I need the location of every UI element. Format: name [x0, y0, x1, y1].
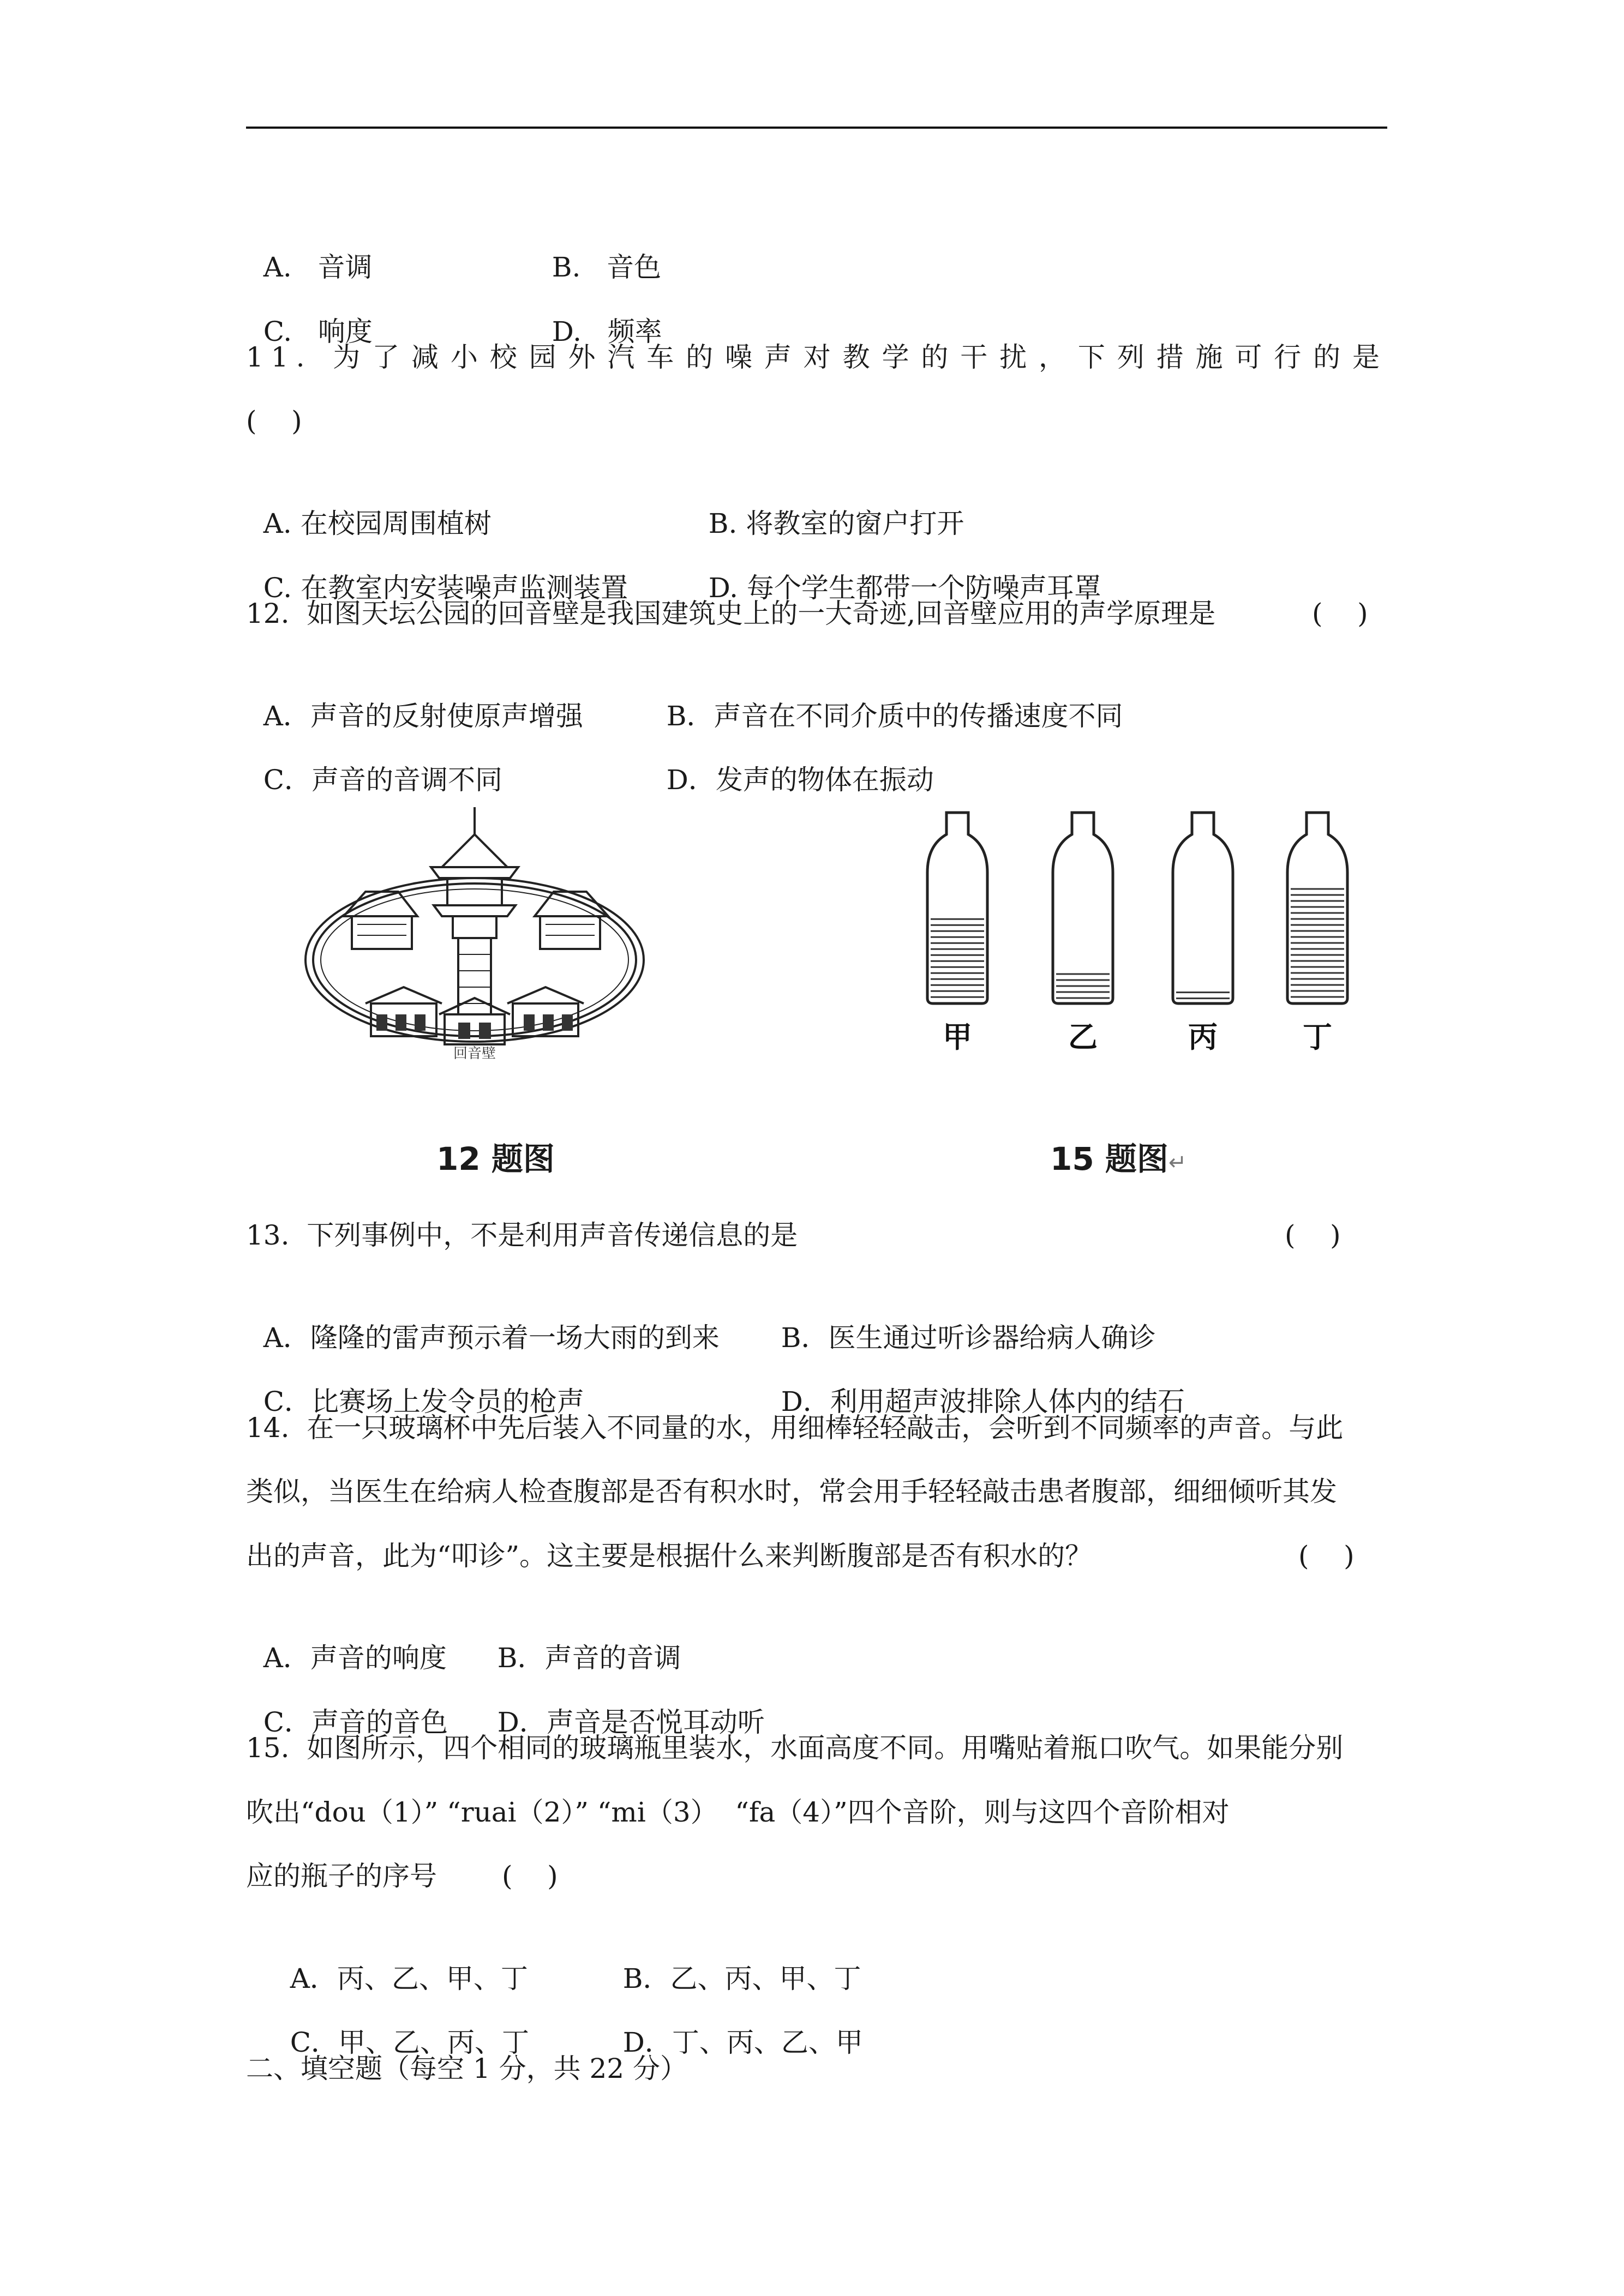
bottle-label-3: 丙: [1188, 1020, 1218, 1054]
q15-stem-line-1: 15. 如图所示，四个相同的玻璃瓶里装水，水面高度不同。用嘴贴着瓶口吹气。如果能分别: [246, 1732, 1344, 1764]
echo-wall-label: 回音壁: [453, 1045, 496, 1062]
section-2-title: 二、填空题（每空 1 分，共 22 分）: [246, 2053, 688, 2084]
bottles-figure: [895, 807, 1375, 1063]
q12-option-d[interactable]: D．发声的物体在振动: [666, 764, 934, 796]
q15-option-b[interactable]: B．乙、丙、甲、丁: [622, 1963, 861, 1994]
q11-option-a[interactable]: A. 在校园周围植树: [263, 508, 492, 539]
bottle-1: [927, 813, 987, 1054]
q14-stem-line-1: 14. 在一只玻璃杯中先后装入不同量的水，用细棒轻轻敲击，会听到不同频率的声音。与此: [246, 1412, 1344, 1444]
q13-option-a[interactable]: A．隆隆的雷声预示着一场大雨的到来: [263, 1322, 720, 1354]
q13-stem: 13. 下列事例中，不是利用声音传递信息的是: [246, 1219, 798, 1251]
q15-answer-paren[interactable]: ( ): [502, 1860, 558, 1892]
bottle-label-2: 乙: [1068, 1020, 1098, 1054]
q14-option-a[interactable]: A．声音的响度: [263, 1642, 447, 1674]
q11-option-d[interactable]: D. 每个学生都带一个防噪声耳罩: [708, 572, 1101, 604]
q15-stem-line-2: 吹出“dou（1）” “ruai（2）” “mi（3） “fa（4）”四个音阶，则与这四个音阶相对: [246, 1796, 1230, 1828]
bottle-4: [1287, 813, 1347, 1054]
q14-option-d[interactable]: D．声音是否悦耳动听: [497, 1706, 765, 1738]
q14-option-b[interactable]: B．声音的音调: [497, 1642, 681, 1674]
echo-wall-figure: [295, 796, 666, 1080]
bottle-label-1: 甲: [943, 1020, 972, 1054]
q12-option-a[interactable]: A．声音的反射使原声增强: [263, 700, 583, 732]
fig15-caption: 15 题图↵: [1050, 1140, 1187, 1177]
q15-option-d[interactable]: D．丁、丙、乙、甲: [622, 2027, 863, 2058]
q10-option-d[interactable]: D. 频率: [552, 316, 662, 347]
bottle-3: [1173, 813, 1233, 1054]
return-mark-icon: ↵: [1168, 1150, 1187, 1175]
q13-option-b[interactable]: B．医生通过听诊器给病人确诊: [781, 1322, 1156, 1354]
fig12-caption: 12 题图: [436, 1140, 555, 1177]
bottle-2: [1053, 813, 1113, 1054]
q14-stem-line-3: 出的声音，此为“叩诊”。这主要是根据什么来判断腹部是否有积水的？: [246, 1540, 1093, 1572]
q14-answer-paren[interactable]: ( ): [1298, 1540, 1355, 1572]
q11-stem: 11. 为了减小校园外汽车的噪声对教学的干扰，下列措施可行的是: [246, 341, 1387, 373]
q10-option-a[interactable]: A. 音调: [263, 251, 373, 283]
q12-option-c[interactable]: C．声音的音调不同: [263, 764, 503, 796]
q11-option-b[interactable]: B. 将教室的窗户打开: [708, 508, 964, 539]
header-rule: [246, 127, 1387, 129]
q10-option-c[interactable]: C. 响度: [263, 316, 373, 347]
q10-option-b[interactable]: B. 音色: [552, 251, 662, 283]
q12-stem: 12. 如图天坛公园的回音壁是我国建筑史上的一大奇迹,回音壁应用的声学原理是: [246, 598, 1216, 629]
q15-option-a[interactable]: A．丙、乙、甲、丁: [290, 1963, 528, 1994]
q11-option-c[interactable]: C. 在教室内安装噪声监测装置: [263, 572, 628, 604]
bottle-label-4: 丁: [1303, 1020, 1332, 1054]
q15-stem-line-3: 应的瓶子的序号: [246, 1860, 437, 1892]
q13-option-c[interactable]: C．比赛场上发令员的枪声: [263, 1386, 585, 1417]
q15-option-c[interactable]: C．甲、乙、丙、丁: [290, 2027, 530, 2058]
q14-stem-line-2: 类似，当医生在给病人检查腹部是否有积水时，常会用手轻轻敲击患者腹部，细细倾听其发: [246, 1476, 1337, 1507]
q13-answer-paren[interactable]: ( ): [1285, 1219, 1341, 1251]
q11-answer-paren[interactable]: ( ): [246, 405, 302, 437]
q14-option-c[interactable]: C．声音的音色: [263, 1706, 448, 1738]
q12-answer-paren[interactable]: ( ): [1312, 598, 1368, 629]
q13-option-d[interactable]: D．利用超声波排除人体内的结石: [781, 1386, 1185, 1417]
q12-option-b[interactable]: B．声音在不同介质中的传播速度不同: [666, 700, 1123, 732]
